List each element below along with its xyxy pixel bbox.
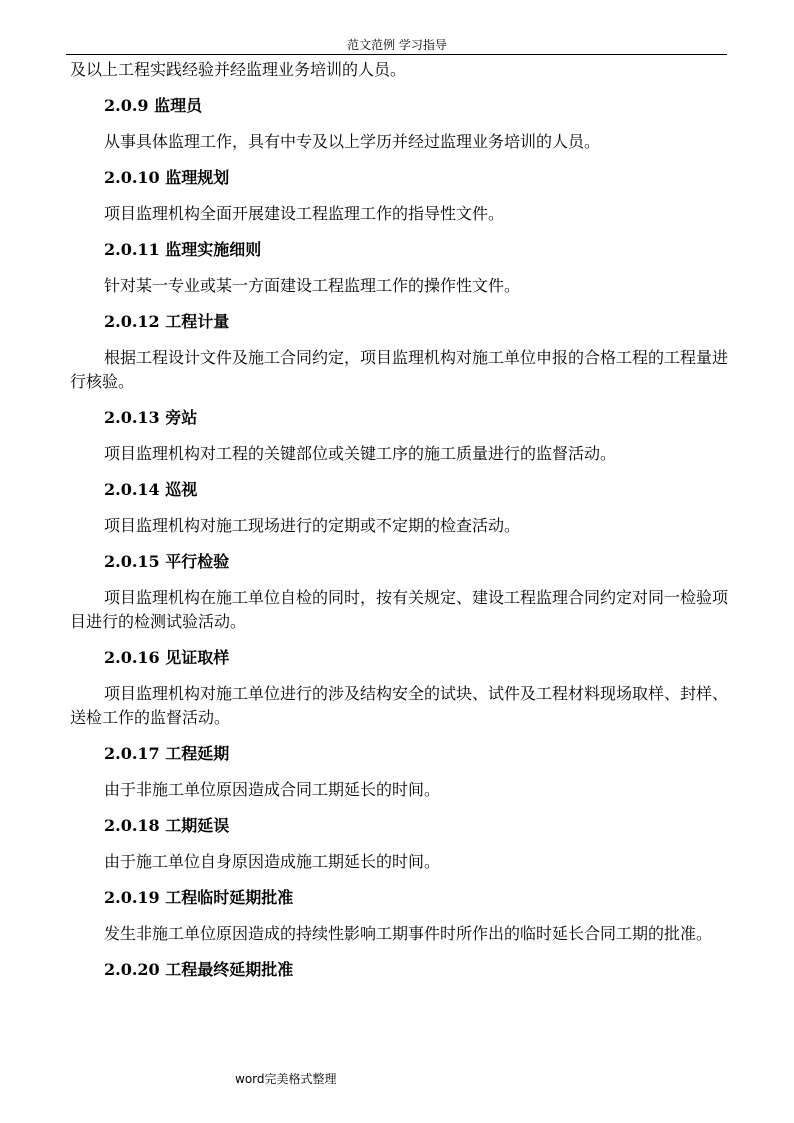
document-body (70, 58, 730, 994)
term-definition-2-0-17: 由于非施工单位原因造成合同工期延长的时间。 (104, 780, 441, 799)
term-heading-2-0-18: 2.0.18 工期延误 (104, 816, 230, 835)
term-definition-2-0-10: 项目监理机构全面开展建设工程监理工作的指导性文件。 (104, 204, 505, 223)
term-definition-2-0-15: 项目监理机构在施工单位自检的同时，按有关规定、建设工程监理合同约定对同一检验项目进行的检测试验活动。 (70, 588, 729, 631)
term-heading-2-0-12: 2.0.12 工程计量 (104, 312, 230, 331)
term-definition-2-0-14: 项目监理机构对施工现场进行的定期或不定期的检查活动。 (104, 516, 521, 535)
term-heading-2-0-11: 2.0.11 监理实施细则 (104, 240, 262, 259)
term-heading-2-0-16: 2.0.16 见证取样 (104, 648, 230, 667)
term-heading-2-0-15: 2.0.15 平行检验 (104, 552, 230, 571)
term-definition-2-0-13: 项目监理机构对工程的关键部位或关键工序的施工质量进行的监督活动。 (104, 444, 617, 463)
term-definition-2-0-12: 根据工程设计文件及施工合同约定，项目监理机构对施工单位申报的合格工程的工程量进行核验。 (70, 348, 729, 391)
term-heading-2-0-17: 2.0.17 工程延期 (104, 744, 230, 763)
term-heading-2-0-9: 2.0.9 监理员 (104, 96, 203, 115)
term-heading-2-0-19: 2.0.19 工程临时延期批准 (104, 888, 294, 907)
term-heading-2-0-13: 2.0.13 旁站 (104, 408, 198, 427)
header-rule (66, 54, 727, 55)
page-footer: word完美格式整理 (235, 1072, 337, 1086)
term-heading-2-0-14: 2.0.14 巡视 (104, 480, 198, 499)
page-header: 范文范例 学习指导 (347, 38, 447, 52)
term-heading-2-0-10: 2.0.10 监理规划 (104, 168, 230, 187)
term-definition-2-0-19: 发生非施工单位原因造成的持续性影响工期事件时所作出的临时延长合同工期的批准。 (104, 924, 713, 943)
term-definition-2-0-11: 针对某一专业或某一方面建设工程监理工作的操作性文件。 (104, 276, 521, 295)
term-heading-2-0-20: 2.0.20 工程最终延期批准 (104, 960, 294, 979)
term-definition-2-0-18: 由于施工单位自身原因造成施工期延长的时间。 (104, 852, 441, 871)
paragraph-continued: 及以上工程实践经验并经监理业务培训的人员。 (70, 60, 407, 79)
term-definition-2-0-16: 项目监理机构对施工单位进行的涉及结构安全的试块、试件及工程材料现场取样、封样、送检工作的监督活动。 (70, 684, 729, 727)
term-definition-2-0-9: 从事具体监理工作，具有中专及以上学历并经过监理业务培训的人员。 (104, 132, 601, 151)
